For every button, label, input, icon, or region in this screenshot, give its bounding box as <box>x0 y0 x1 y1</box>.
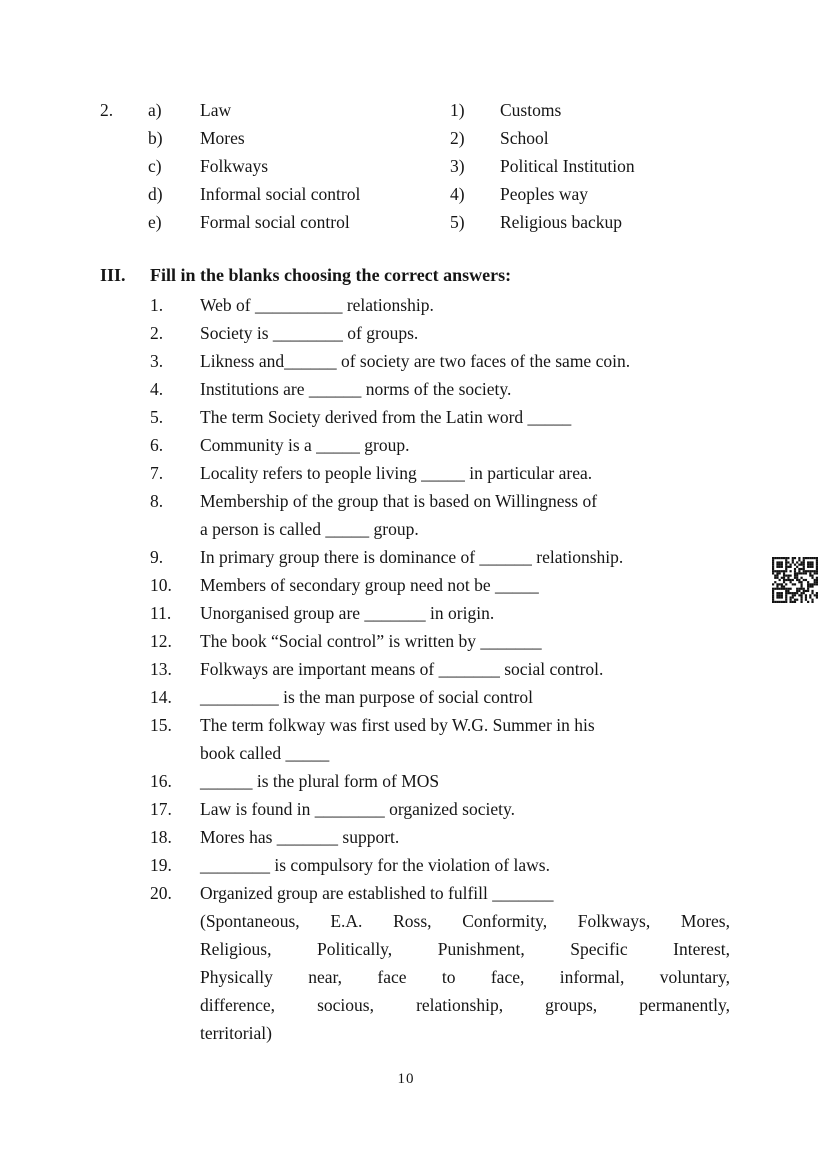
qr-code <box>772 557 818 603</box>
question-item <box>150 599 730 627</box>
item-text: Membership of the group that is based on Willingness of <box>200 491 598 511</box>
item-text: Likness and______ of society are two faces of the same coin. <box>200 351 631 371</box>
word-bank <box>200 907 730 1047</box>
question-item <box>150 655 730 683</box>
question-item <box>150 851 730 879</box>
item-text: Members of secondary group need not be _____ <box>200 575 539 595</box>
item-text: Locality refers to people living _____ in particular area. <box>200 463 593 483</box>
word-bank-line: difference, socious, relationship, groups, permanently, <box>200 995 730 1015</box>
item-text: The term Society derived from the Latin word _____ <box>200 407 572 427</box>
question-item <box>150 487 730 515</box>
item-number: 10. <box>150 575 172 595</box>
match-text: Religious backup <box>500 212 622 232</box>
question-number-spacer <box>100 208 148 236</box>
item-number: 6. <box>150 435 164 455</box>
item-number: 15. <box>150 715 172 735</box>
item-number: 19. <box>150 855 172 875</box>
item-text: The term folkway was first used by W.G. Summer in his <box>200 715 595 735</box>
item-number: 11. <box>150 603 172 623</box>
match-number: 1) <box>450 100 465 120</box>
item-number: 8. <box>150 491 164 511</box>
item-number: 1. <box>150 295 164 315</box>
item-text: Unorganised group are _______ in origin. <box>200 603 495 623</box>
question-item <box>150 795 730 823</box>
item-text: _________ is the man purpose of social control <box>200 687 533 707</box>
word-bank-line: Physically near, face to face, informal, voluntary, <box>200 967 730 987</box>
page-content <box>100 96 730 1047</box>
match-number: 5) <box>450 212 465 232</box>
item-number: 12. <box>150 631 172 651</box>
match-text: School <box>500 128 549 148</box>
item-text-continued: a person is called _____ group. <box>200 519 419 539</box>
word-bank-line: (Spontaneous, E.A. Ross, Conformity, Folkways, Mores, <box>200 911 730 931</box>
item-text: The book “Social control” is written by _______ <box>200 631 542 651</box>
question-list <box>150 291 730 1047</box>
matching-row <box>100 180 730 208</box>
question-item <box>150 291 730 319</box>
item-text: ______ is the plural form of MOS <box>200 771 440 791</box>
item-text: Folkways are important means of _______ social control. <box>200 659 604 679</box>
match-number: 3) <box>450 156 465 176</box>
question-item <box>150 683 730 711</box>
option-letter: d) <box>148 184 163 204</box>
item-number: 17. <box>150 799 172 819</box>
section-heading <box>100 261 730 289</box>
item-text: Web of __________ relationship. <box>200 295 434 315</box>
item-text: Institutions are ______ norms of the society. <box>200 379 512 399</box>
question-number-spacer <box>100 124 148 152</box>
question-item <box>150 403 730 431</box>
fill-in-blanks-section <box>100 261 730 1047</box>
question-item <box>150 879 730 907</box>
item-number: 9. <box>150 547 164 567</box>
question-item <box>150 571 730 599</box>
question-item <box>150 347 730 375</box>
question-item <box>150 767 730 795</box>
option-letter: e) <box>148 212 162 232</box>
option-letter: b) <box>148 128 163 148</box>
item-text: Mores has _______ support. <box>200 827 400 847</box>
word-bank-line: territorial) <box>200 1023 272 1043</box>
option-text: Law <box>200 100 232 120</box>
option-text: Informal social control <box>200 184 361 204</box>
item-number: 4. <box>150 379 164 399</box>
question-number: 2. <box>100 100 114 120</box>
question-number-spacer <box>100 152 148 180</box>
question-item <box>150 319 730 347</box>
item-text-continued: book called _____ <box>200 743 330 763</box>
match-number: 2) <box>450 128 465 148</box>
item-number: 13. <box>150 659 172 679</box>
option-letter: a) <box>148 100 162 120</box>
matching-row <box>100 124 730 152</box>
question-item <box>150 459 730 487</box>
item-number: 18. <box>150 827 172 847</box>
page-number: 10 <box>397 1071 415 1087</box>
question-item <box>150 431 730 459</box>
word-bank-line: Religious, Politically, Punishment, Specific Interest, <box>200 939 730 959</box>
item-number: 5. <box>150 407 164 427</box>
item-number: 3. <box>150 351 164 371</box>
question-item <box>150 711 730 739</box>
question-item <box>150 543 730 571</box>
option-letter: c) <box>148 156 162 176</box>
question-item <box>150 823 730 851</box>
item-text: Society is ________ of groups. <box>200 323 419 343</box>
match-text: Customs <box>500 100 562 120</box>
item-text: In primary group there is dominance of ______ relationship. <box>200 547 624 567</box>
section-title: Fill in the blanks choosing the correct answers: <box>150 265 512 285</box>
item-number: 14. <box>150 687 172 707</box>
item-text: ________ is compulsory for the violation of laws. <box>200 855 550 875</box>
item-text: Organized group are established to fulfill _______ <box>200 883 554 903</box>
item-number: 7. <box>150 463 164 483</box>
question-item <box>150 375 730 403</box>
matching-row <box>100 208 730 236</box>
match-text: Peoples way <box>500 184 588 204</box>
matching-question <box>100 96 730 236</box>
item-text: Community is a _____ group. <box>200 435 410 455</box>
item-number: 16. <box>150 771 172 791</box>
matching-row <box>100 96 730 124</box>
option-text: Formal social control <box>200 212 350 232</box>
question-item <box>150 627 730 655</box>
matching-row <box>100 152 730 180</box>
item-number: 20. <box>150 883 172 903</box>
match-text: Political Institution <box>500 156 635 176</box>
section-number: III. <box>100 265 126 285</box>
item-text: Law is found in ________ organized society. <box>200 799 515 819</box>
item-number: 2. <box>150 323 164 343</box>
question-number-spacer <box>100 180 148 208</box>
match-number: 4) <box>450 184 465 204</box>
option-text: Mores <box>200 128 245 148</box>
option-text: Folkways <box>200 156 269 176</box>
